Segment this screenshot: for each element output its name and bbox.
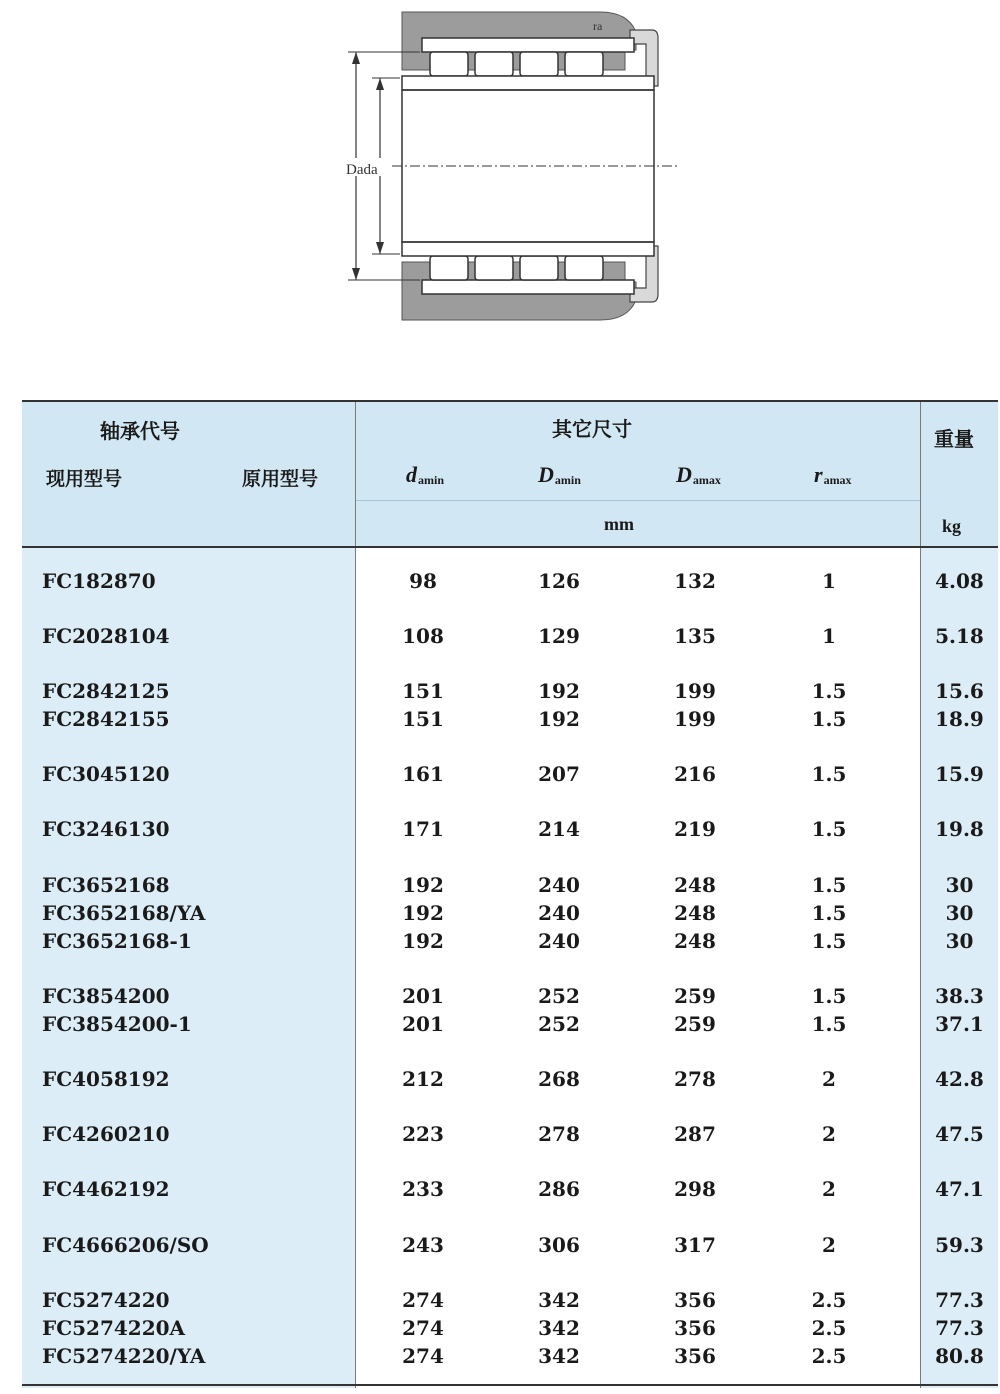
- header-bearing-code: 轴承代号: [100, 419, 180, 443]
- cell-d-a-min: 201: [402, 1012, 444, 1036]
- cell-weight: 18.9: [935, 707, 984, 731]
- cell-d-a-min: 342: [538, 1288, 580, 1312]
- cell-weight: 15.9: [935, 762, 984, 786]
- cell-d-a-min: 151: [402, 707, 444, 731]
- cell-d-a-min: 274: [402, 1344, 444, 1368]
- table-row: [22, 1288, 998, 1316]
- cell-weight: 80.8: [935, 1344, 984, 1368]
- cell-weight: 15.6: [935, 679, 984, 703]
- cell-weight: 77.3: [935, 1316, 984, 1340]
- cell-r-a-max: 2: [822, 1067, 836, 1091]
- cell-r-a-max: 2.5: [811, 1316, 847, 1340]
- rule-bottom: [22, 1384, 998, 1386]
- cell-d-a-min: 201: [402, 984, 444, 1008]
- cell-weight: 59.3: [935, 1233, 984, 1257]
- unit-kg: kg: [942, 516, 962, 536]
- bearing-spec-table: [22, 400, 998, 1388]
- table-row: [22, 707, 998, 735]
- cell-d-a-max: 287: [674, 1122, 716, 1146]
- sym-Da-min: $D_{amin}$: [538, 462, 581, 487]
- table-row: [22, 679, 998, 707]
- roller: [565, 256, 603, 280]
- bearing-mounting-diagram: [335, 5, 695, 330]
- cell-d-a-max: 317: [674, 1233, 716, 1257]
- cell-d-a-max: 199: [674, 679, 716, 703]
- cell-r-a-max: 1.5: [811, 873, 847, 897]
- cell-d-a-min: 126: [538, 569, 580, 593]
- cell-weight: 38.3: [935, 984, 984, 1008]
- roller: [520, 52, 558, 76]
- cell-d-a-max: 132: [674, 569, 716, 593]
- roller: [475, 256, 513, 280]
- inner-ring-bottom: [402, 242, 654, 256]
- cell-d-a-min: 243: [402, 1233, 444, 1257]
- cell-d-a-min: 252: [538, 984, 580, 1008]
- rule-sub: [356, 500, 920, 501]
- cell-d-a-min: 192: [538, 679, 580, 703]
- cell-model: FC5274220/YA: [42, 1344, 206, 1368]
- cell-d-a-max: 356: [674, 1288, 716, 1312]
- table-row: [22, 873, 998, 901]
- cell-d-a-min: 240: [538, 873, 580, 897]
- cell-model: FC3652168: [42, 873, 170, 897]
- cell-model: FC2842125: [42, 679, 170, 703]
- outer-ring-top: [422, 38, 634, 52]
- cell-d-a-min: 268: [538, 1067, 580, 1091]
- table-row: [22, 624, 998, 652]
- cell-d-a-min: 286: [538, 1177, 580, 1201]
- cell-r-a-max: 1: [822, 624, 836, 648]
- roller: [475, 52, 513, 76]
- cell-d-a-min: 192: [538, 707, 580, 731]
- cell-d-a-min: 151: [402, 679, 444, 703]
- table-row: [22, 1233, 998, 1261]
- table-row: [22, 1316, 998, 1344]
- cell-model: FC3246130: [42, 817, 170, 841]
- cell-d-a-max: 248: [674, 873, 716, 897]
- cell-d-a-max: 219: [674, 817, 716, 841]
- cell-d-a-min: 306: [538, 1233, 580, 1257]
- table-row: [22, 901, 998, 929]
- header-current-model: 现用型号: [46, 468, 123, 490]
- header-other-dims: 其它尺寸: [552, 417, 632, 441]
- cell-r-a-max: 2: [822, 1233, 836, 1257]
- roller: [520, 256, 558, 280]
- cell-model: FC3854200-1: [42, 1012, 192, 1036]
- cell-weight: 19.8: [935, 817, 984, 841]
- cell-d-a-max: 356: [674, 1316, 716, 1340]
- cell-d-a-min: 278: [538, 1122, 580, 1146]
- table-row: [22, 984, 998, 1012]
- cell-d-a-min: 192: [402, 901, 444, 925]
- cell-model: FC4666206/SO: [42, 1233, 209, 1257]
- cell-weight: 37.1: [935, 1012, 984, 1036]
- cell-r-a-max: 1.5: [811, 984, 847, 1008]
- cell-r-a-max: 1.5: [811, 762, 847, 786]
- cell-r-a-max: 1.5: [811, 707, 847, 731]
- radius-label: ra: [593, 19, 603, 33]
- cell-d-a-min: 108: [402, 624, 444, 648]
- cell-model: FC5274220: [42, 1288, 170, 1312]
- inner-ring-top: [402, 76, 654, 90]
- cell-r-a-max: 2.5: [811, 1344, 847, 1368]
- cell-d-a-min: 342: [538, 1344, 580, 1368]
- table-row: [22, 1344, 998, 1372]
- cell-d-a-min: 129: [538, 624, 580, 648]
- rule-header: [22, 546, 998, 548]
- cell-weight: 30: [945, 901, 974, 925]
- roller: [430, 256, 468, 280]
- cell-d-a-max: 248: [674, 901, 716, 925]
- cell-r-a-max: 2: [822, 1122, 836, 1146]
- cell-weight: 5.18: [935, 624, 984, 648]
- cell-d-a-min: 240: [538, 901, 580, 925]
- cell-d-a-min: 342: [538, 1316, 580, 1340]
- cell-r-a-max: 1.5: [811, 817, 847, 841]
- cell-model: FC182870: [42, 569, 156, 593]
- unit-mm: mm: [604, 514, 634, 534]
- cell-d-a-min: 207: [538, 762, 580, 786]
- cell-weight: 47.1: [935, 1177, 984, 1201]
- cell-model: FC2028104: [42, 624, 170, 648]
- cell-r-a-max: 2.5: [811, 1288, 847, 1312]
- outer-ring-bottom: [422, 280, 634, 294]
- cell-d-a-min: 212: [402, 1067, 444, 1091]
- cell-r-a-max: 1.5: [811, 901, 847, 925]
- cell-d-a-max: 278: [674, 1067, 716, 1091]
- cell-model: FC3652168-1: [42, 929, 192, 953]
- cell-d-a-max: 298: [674, 1177, 716, 1201]
- cell-d-a-max: 259: [674, 1012, 716, 1036]
- cell-d-a-min: 233: [402, 1177, 444, 1201]
- cell-r-a-max: 1.5: [811, 1012, 847, 1036]
- roller: [565, 52, 603, 76]
- cell-d-a-min: 192: [402, 929, 444, 953]
- cell-d-a-min: 274: [402, 1316, 444, 1340]
- table-row: [22, 1067, 998, 1095]
- cell-d-a-min: 161: [402, 762, 444, 786]
- cell-model: FC2842155: [42, 707, 170, 731]
- cell-model: FC3652168/YA: [42, 901, 206, 925]
- table-row: [22, 569, 998, 597]
- table-row: [22, 1012, 998, 1040]
- cell-d-a-min: 274: [402, 1288, 444, 1312]
- cell-weight: 77.3: [935, 1288, 984, 1312]
- cell-weight: 42.8: [935, 1067, 984, 1091]
- cell-weight: 30: [945, 873, 974, 897]
- table-row: [22, 762, 998, 790]
- cell-model: FC4260210: [42, 1122, 170, 1146]
- sym-da-min: $d_{amin}$: [406, 462, 445, 487]
- cell-model: FC3854200: [42, 984, 170, 1008]
- table-row: [22, 1122, 998, 1150]
- cell-d-a-min: 214: [538, 817, 580, 841]
- sym-ra-max: $r_{amax}$: [814, 462, 852, 487]
- table-row: [22, 1177, 998, 1205]
- cell-weight: 47.5: [935, 1122, 984, 1146]
- cell-model: FC4058192: [42, 1067, 170, 1091]
- cell-d-a-min: 192: [402, 873, 444, 897]
- cell-r-a-max: 1.5: [811, 679, 847, 703]
- cell-d-a-min: 171: [402, 817, 444, 841]
- cell-model: FC5274220A: [42, 1316, 186, 1340]
- cell-d-a-max: 356: [674, 1344, 716, 1368]
- cell-d-a-max: 199: [674, 707, 716, 731]
- header-old-model: 原用型号: [242, 468, 319, 490]
- cell-d-a-min: 98: [409, 569, 437, 593]
- cell-weight: 4.08: [935, 569, 984, 593]
- cell-d-a-min: 252: [538, 1012, 580, 1036]
- cell-d-a-max: 259: [674, 984, 716, 1008]
- cell-model: FC3045120: [42, 762, 170, 786]
- dimension-label: Dada: [346, 162, 378, 178]
- cell-r-a-max: 2: [822, 1177, 836, 1201]
- table-row: [22, 817, 998, 845]
- header-weight: 重量: [934, 427, 974, 451]
- roller: [430, 52, 468, 76]
- cell-r-a-max: 1.5: [811, 929, 847, 953]
- cell-d-a-max: 135: [674, 624, 716, 648]
- cell-d-a-max: 248: [674, 929, 716, 953]
- table-row: [22, 929, 998, 957]
- cell-d-a-min: 240: [538, 929, 580, 953]
- sym-Da-max: $D_{amax}$: [676, 462, 721, 487]
- cell-weight: 30: [945, 929, 974, 953]
- rule-top: [22, 400, 998, 402]
- cell-r-a-max: 1: [822, 569, 836, 593]
- cell-model: FC4462192: [42, 1177, 170, 1201]
- cell-d-a-min: 223: [402, 1122, 444, 1146]
- cell-d-a-max: 216: [674, 762, 716, 786]
